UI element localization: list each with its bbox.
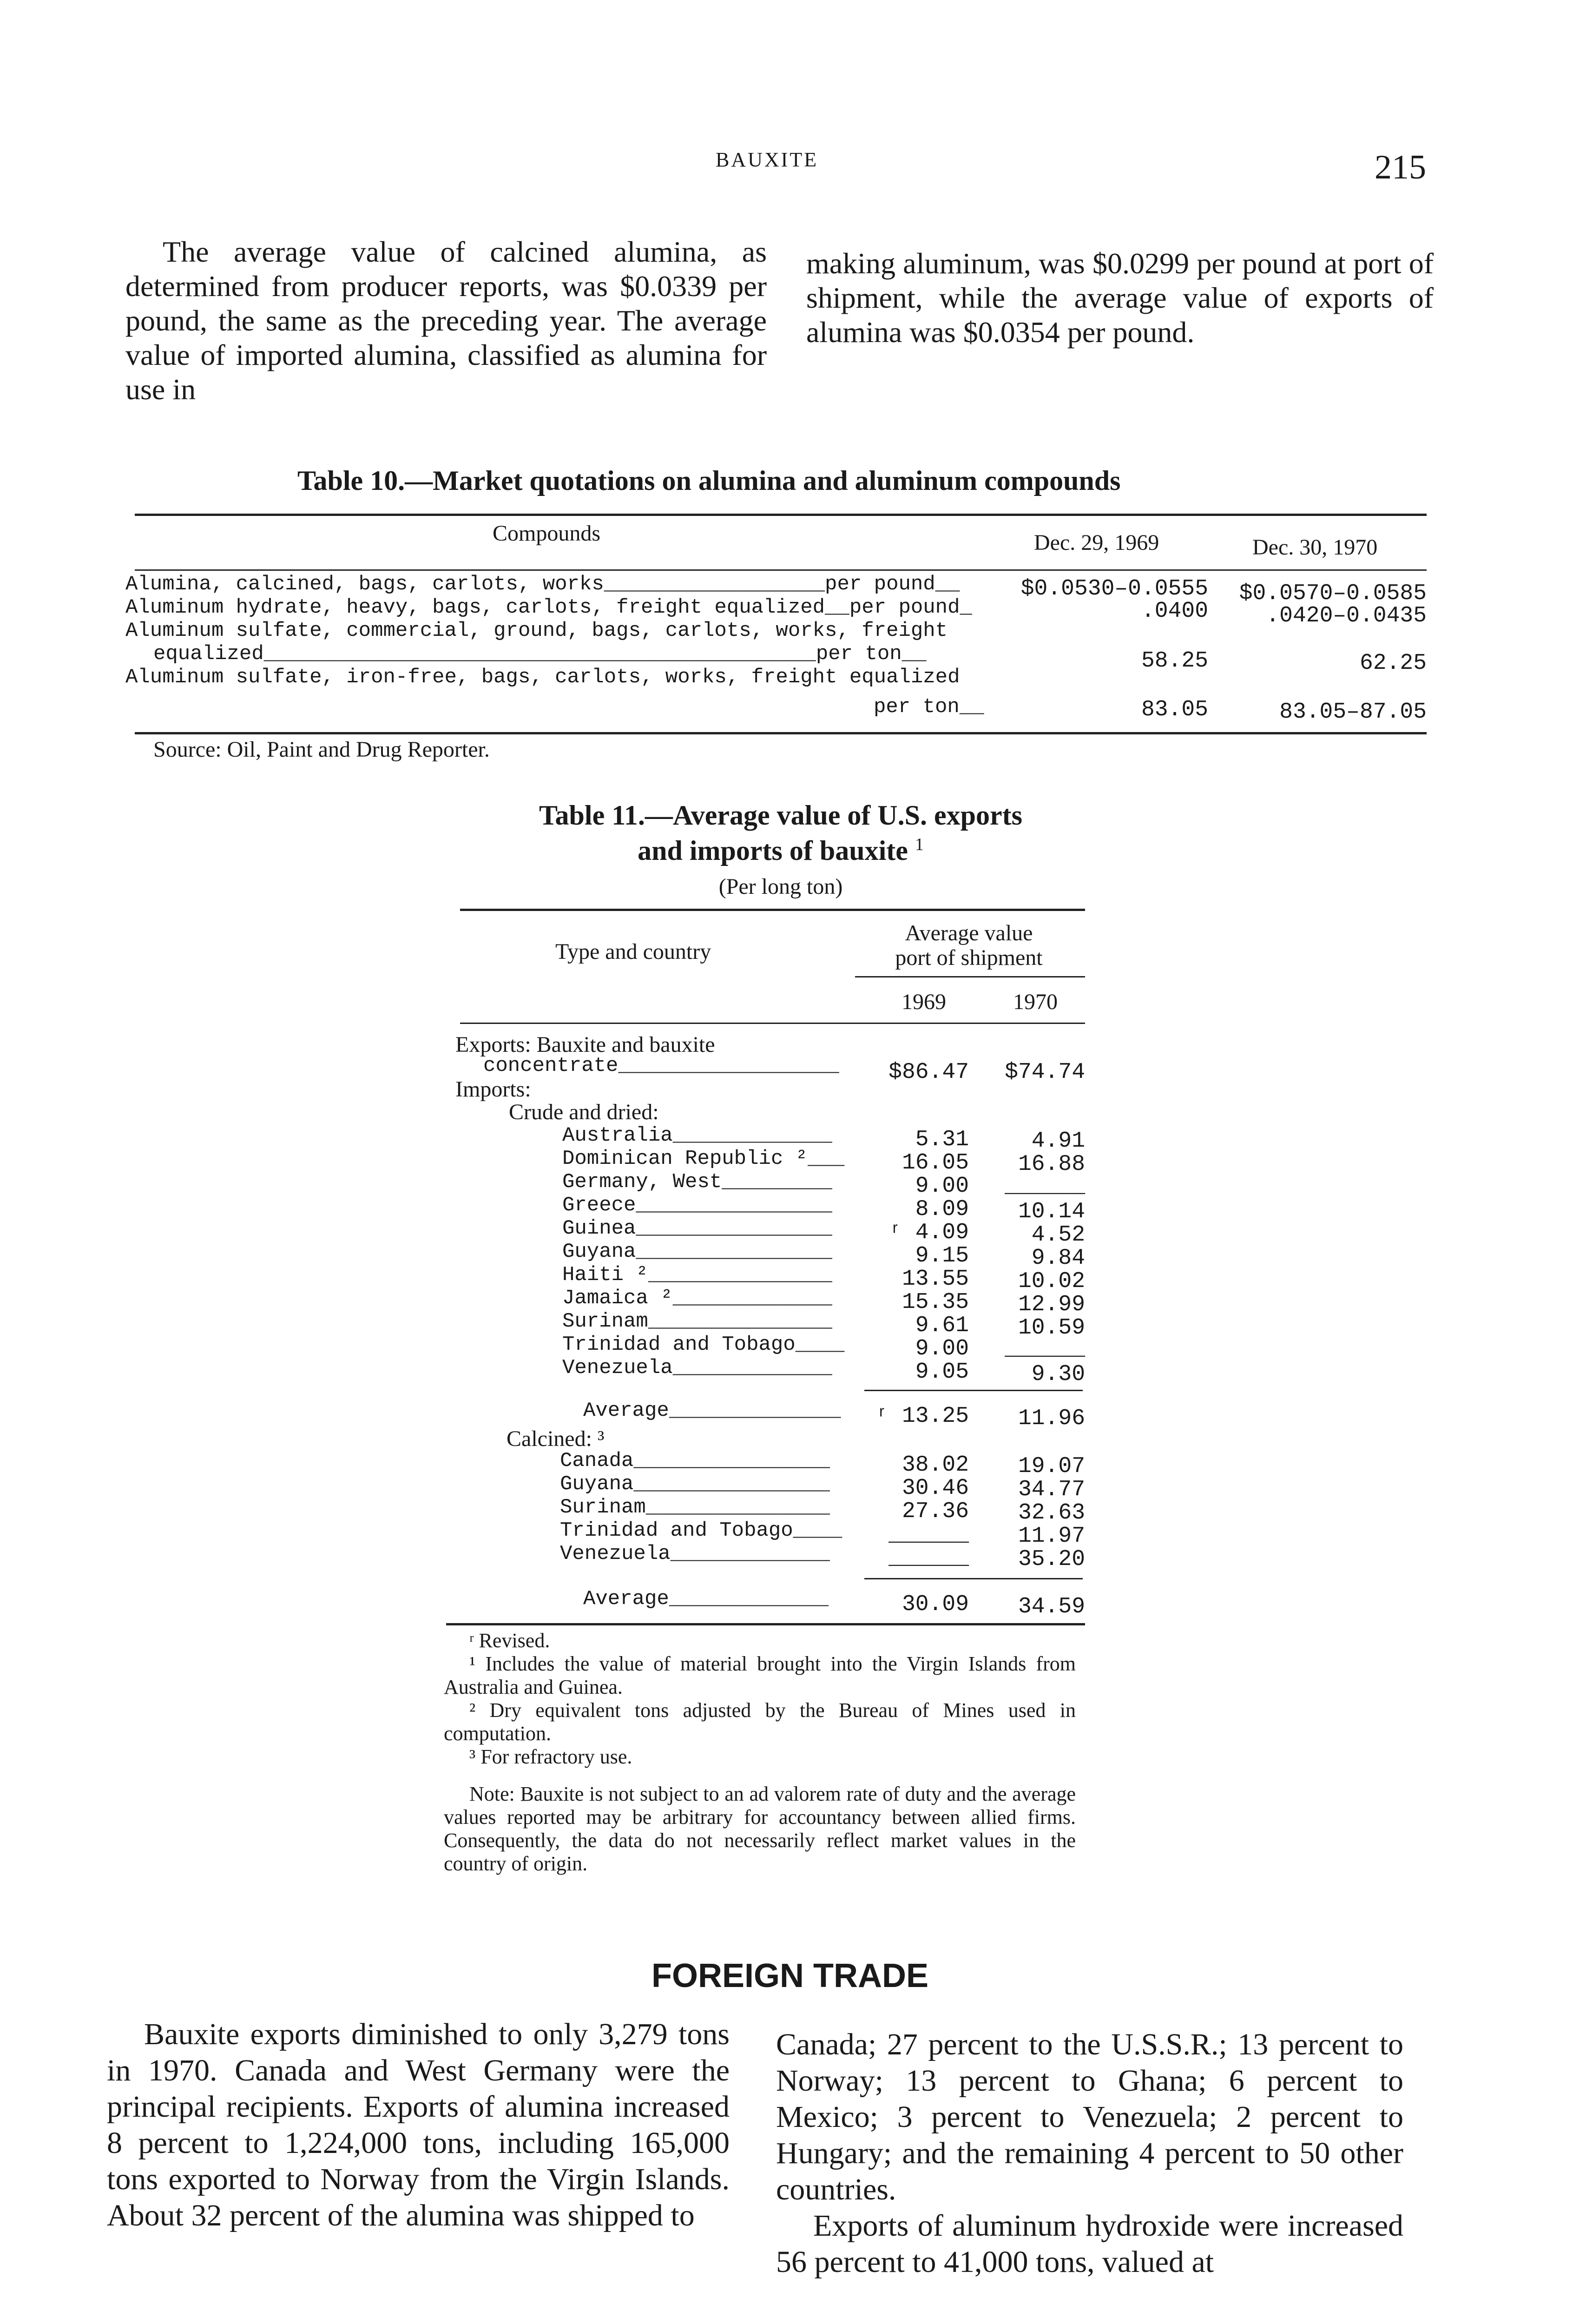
- table11-cell-1969: 5.31: [915, 1127, 969, 1152]
- table11-cell-1970: 34.59: [1018, 1594, 1085, 1619]
- table11-header-rule: [460, 1023, 1085, 1024]
- page-number: 215: [1375, 148, 1426, 186]
- table11-cell-1969: ______: [888, 1522, 969, 1547]
- table11-cell-1969: ʳ 13.25: [875, 1404, 969, 1429]
- table11-cell-1969: 27.36: [902, 1499, 969, 1524]
- running-title: BAUXITE: [716, 148, 819, 171]
- table11-cell-1969: 30.46: [902, 1476, 969, 1501]
- table11-row-label: Trinidad and Tobago____: [562, 1333, 845, 1356]
- table11-header-1970: 1970: [1013, 990, 1058, 1014]
- table11-subtotal-rule: [864, 1390, 1083, 1391]
- foreign-trade-left-column: [107, 2016, 730, 2234]
- table11-cell-1970: 4.91: [1031, 1129, 1085, 1154]
- footnote-3: ³ For refractory use.: [469, 1745, 632, 1768]
- table11-row-label: Canada________________: [560, 1449, 830, 1472]
- footnote-1: ¹ Includes the value of material brought into the Virgin Islands from Australia and Guinea.: [444, 1652, 1076, 1698]
- table11-row-label: Imports:: [455, 1077, 531, 1102]
- table11-header-avg-line1: Average value: [905, 921, 1033, 945]
- intro-right-column: [806, 246, 1434, 350]
- table11-row-label: Guyana________________: [562, 1240, 832, 1263]
- table10-header-compounds: Compounds: [493, 521, 601, 546]
- table10-row-label: equalized_____________________________________________per ton__: [153, 642, 927, 666]
- intro-left-column: [125, 235, 767, 407]
- table11-title-line2-wrap: [455, 834, 1106, 867]
- table11-row-label: Calcined: ³: [507, 1426, 605, 1451]
- table10-cell-1970: 83.05–87.05: [1279, 700, 1427, 725]
- table11-cell-1969: 9.00: [915, 1336, 969, 1361]
- foreign-trade-right-column: [776, 2027, 1403, 2280]
- table11-cell-1970: 16.88: [1018, 1152, 1085, 1177]
- table11-row-label: concentrate__________________: [483, 1054, 839, 1077]
- table11-cell-1970: 11.96: [1018, 1406, 1085, 1431]
- table10-row-label: Alumina, calcined, bags, carlots, works__________________per pound__: [125, 573, 960, 596]
- footnote-2: ² Dry equivalent tons adjusted by the Bureau of Mines used in computation.: [444, 1699, 1076, 1745]
- table11-row-label: Greece________________: [562, 1194, 832, 1217]
- table11-cell-1969: ʳ 4.09: [888, 1220, 969, 1245]
- table10-cell-1969: 83.05: [1141, 697, 1208, 722]
- table11-cell-1970: 10.59: [1018, 1315, 1085, 1340]
- table11-row-label: Guyana________________: [560, 1472, 830, 1496]
- table10-cell-1970: $0.0570–0.0585: [1239, 581, 1427, 606]
- table11-row-label: Average_____________: [583, 1587, 829, 1611]
- table11-cell-1970: 34.77: [1018, 1477, 1085, 1502]
- table11-title-line2: and imports of bauxite: [638, 835, 908, 866]
- table11-cell-1969: 8.09: [915, 1197, 969, 1222]
- table10-title: Table 10.—Market quotations on alumina and aluminum compounds: [297, 465, 1121, 496]
- footnote-revised: ʳ Revised.: [469, 1629, 550, 1652]
- table11-row-label: Dominican Republic ²___: [562, 1147, 845, 1170]
- table11-cell-1970: 11.97: [1018, 1524, 1085, 1549]
- table10-header-rule: [135, 569, 1427, 571]
- table11-subtotal-rule: [864, 1578, 1083, 1579]
- table11-row-label: Surinam_______________: [560, 1496, 830, 1519]
- table11-cell-1970: 9.30: [1031, 1362, 1085, 1387]
- table11-cell-1970: 9.84: [1031, 1246, 1085, 1271]
- table11-title-footnote: 1: [915, 835, 924, 854]
- table11-cell-1970: $74.74: [1005, 1060, 1085, 1085]
- table11-subtitle: (Per long ton): [718, 874, 843, 899]
- table11-row-label: Jamaica ²_____________: [562, 1287, 832, 1310]
- table11-row-label: Germany, West_________: [562, 1170, 832, 1194]
- table10-row-label: Aluminum hydrate, heavy, bags, carlots, freight equalized__per pound_: [125, 596, 972, 619]
- table11-cell-1969: 9.05: [915, 1360, 969, 1385]
- intro-left-text: The average value of calcined alumina, as determined from producer reports, was $0.0339 per pound, the same as the preceding year. The average value of imported alumina, classified as alumina for use in: [125, 235, 767, 406]
- table10-top-rule: [135, 514, 1427, 516]
- table11-cell-1969: 16.05: [902, 1150, 969, 1175]
- table11-cell-1970: 35.20: [1018, 1547, 1085, 1572]
- table10-cell-1970: .0420–0.0435: [1266, 603, 1427, 628]
- foreign-trade-left-text: Bauxite exports diminished to only 3,279 tons in 1970. Canada and West Germany were the principal recipients. Exports of alumina increased 8 percent to 1,224,000 tons, including 165,000 tons exported to Norway from the Virgin Islands. About 32 percent of the alumina was shipped to: [107, 2017, 730, 2232]
- table10-source: Source: Oil, Paint and Drug Reporter.: [153, 737, 490, 762]
- table10-row-label: per ton__: [874, 695, 984, 719]
- table11-cell-1969: 38.02: [902, 1452, 969, 1478]
- table10-cell-1969: $0.0530–0.0555: [1020, 576, 1208, 601]
- table10-cell-1969: .0400: [1141, 599, 1208, 624]
- table11-cell-1970: 10.02: [1018, 1269, 1085, 1294]
- table11-header-avg-line2: port of shipment: [895, 945, 1043, 970]
- table11-bottom-rule: [446, 1623, 1085, 1625]
- table11-row-label: Surinam_______________: [562, 1310, 832, 1333]
- table11-cell-1970: ______: [1005, 1174, 1085, 1199]
- table10-row-label: Aluminum sulfate, commercial, ground, bags, carlots, works, freight: [125, 619, 948, 642]
- table11-cell-1970: 12.99: [1018, 1292, 1085, 1317]
- table10-row-label: Aluminum sulfate, iron-free, bags, carlots, works, freight equalized: [125, 666, 960, 689]
- table11-row-label: Average______________: [583, 1399, 841, 1422]
- section-heading: FOREIGN TRADE: [651, 1957, 928, 1994]
- table11-cell-1969: $86.47: [888, 1060, 969, 1085]
- table11-row-label: Venezuela_____________: [560, 1542, 830, 1565]
- table11-cell-1970: 32.63: [1018, 1500, 1085, 1525]
- table11-row-label: Crude and dried:: [509, 1100, 659, 1124]
- table11-cell-1970: 19.07: [1018, 1454, 1085, 1479]
- intro-right-text: making aluminum, was $0.0299 per pound at port of shipment, while the average value of exports of alumina was $0.0354 per pound.: [806, 247, 1434, 349]
- table11-title-line1: Table 11.—Average value of U.S. exports: [539, 800, 1022, 831]
- table11-cell-1969: 9.15: [915, 1243, 969, 1268]
- table11-top-rule: [460, 909, 1085, 911]
- table11-header-1969: 1969: [902, 990, 946, 1014]
- table11-cell-1970: 4.52: [1031, 1222, 1085, 1248]
- table10-bottom-rule: [135, 732, 1427, 734]
- table11-cell-1969: ______: [888, 1545, 969, 1571]
- table11-cell-1969: 9.61: [915, 1313, 969, 1338]
- foreign-trade-right-text-1: Canada; 27 percent to the U.S.S.R.; 13 percent to Norway; 13 percent to Ghana; 6 percent to Mexico; 3 percent to Venezuela; 2 percent to Hungary; and the remaining 4 percent to 50 other countries.: [776, 2027, 1403, 2206]
- table11-row-label: Guinea________________: [562, 1217, 832, 1240]
- table11-cell-1970: ______: [1005, 1336, 1085, 1361]
- foreign-trade-right-text-2: Exports of aluminum hydroxide were increased 56 percent to 41,000 tons, valued at: [776, 2209, 1403, 2279]
- table11-header-type: Type and country: [555, 939, 711, 964]
- table11-cell-1970: 10.14: [1018, 1199, 1085, 1224]
- table11-note: Note: Bauxite is not subject to an ad valorem rate of duty and the average values reported may be arbitrary for accountancy between allied firms. Consequently, the data do not necessarily reflect market values in the country of origin.: [444, 1783, 1076, 1875]
- table11-footnotes: [444, 1629, 1076, 1875]
- table10-header-1970: Dec. 30, 1970: [1252, 535, 1378, 560]
- table10-cell-1969: 58.25: [1141, 648, 1208, 673]
- table11-cell-1969: 13.55: [902, 1267, 969, 1292]
- table11-cell-1969: 9.00: [915, 1174, 969, 1199]
- table11-row-label: Haiti ²_______________: [562, 1263, 832, 1287]
- table11-row-label: Exports: Bauxite and bauxite: [455, 1032, 715, 1057]
- table11-subheader-rule: [855, 976, 1085, 977]
- table11-row-label: Trinidad and Tobago____: [560, 1519, 842, 1542]
- table11-row-label: Australia_____________: [562, 1124, 832, 1147]
- table11-cell-1969: 15.35: [902, 1290, 969, 1315]
- table11-row-label: Venezuela_____________: [562, 1356, 832, 1380]
- table10-header-1969: Dec. 29, 1969: [1034, 530, 1159, 555]
- table11-cell-1969: 30.09: [902, 1592, 969, 1617]
- table10-cell-1970: 62.25: [1359, 651, 1427, 676]
